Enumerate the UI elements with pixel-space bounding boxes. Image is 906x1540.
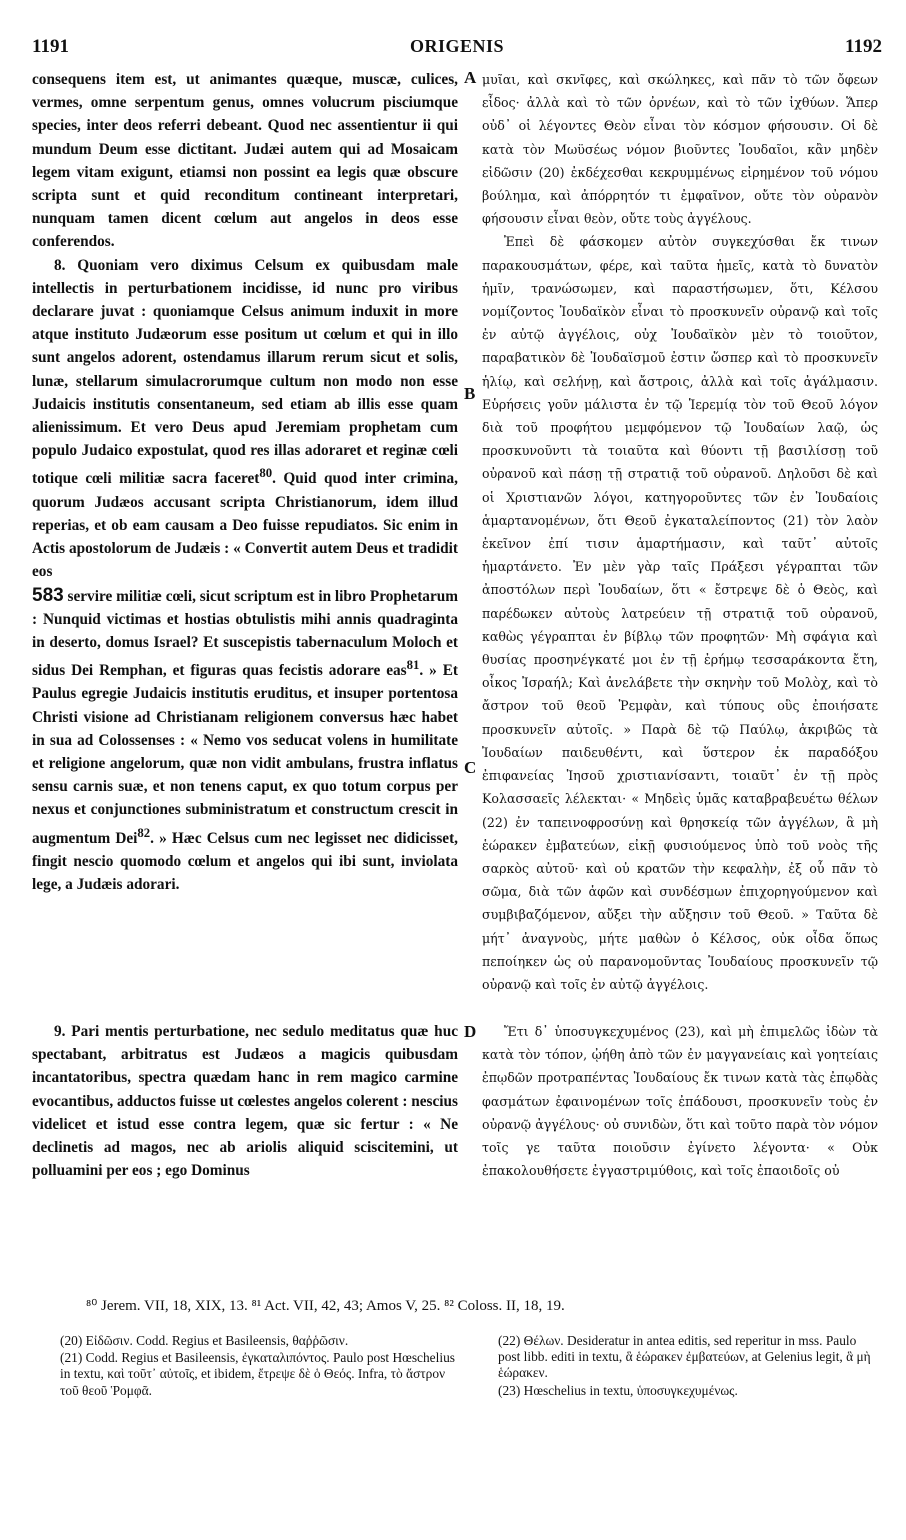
latin-paragraph-9: 9. Pari mentis perturbatione, nec sedulo meditatus quæ huc spectabant, arbitratus est Judæos a magicis quibusdam incantatoribus, spectra quædam hanc in rem magico carmine evocantibus, adductos fuisse ut cœlestes angelos colerent : nescius videlicet et istud esse contra legem, quæ sic fertur : « Ne declinetis ad magos, nec ab ariolis aliquid sciscitemini, ut polluamini per eos ; ego Dominus [32,1023,458,1180]
section-marker-c: C [464,758,477,777]
note-22: (22) Θέλων. Desideratur in antea editis, sed reperitur in mss. Paulo post libb. editi in textu, ἃ ἑώρακεν ἐμβατεύων, at Gelenius legit, ἃ μὴ ἑώρακεν. [498,1333,871,1381]
note-20: (20) Εἰδῶσιν. Codd. Regius et Basileensis, θαῤῥῶσιν. [60,1333,349,1348]
scripture-footnotes: ⁸⁰ Jerem. VII, 18, XIX, 13. ⁸¹ Act. VII, 42, 43; Amos V, 25. ⁸² Coloss. II, 18, 19. [86,1298,565,1314]
latin-column-upper [32,68,458,896]
greek-paragraph-9: Ἔτι δ᾽ ὑποσυγκεχυμένος (23), καὶ μὴ ἐπιμελῶς ἰδὼν τὰ κατὰ τὸν τόπον, ᾠήθη ἀπὸ τῶν ἐν μαγγανείαις καὶ γοητείαις ἐπῳδῶν προτραπέντας Ἰουδαίους ἔκ τινων κατὰ τὰς ἐπῳδὰς φασμάτων ἐφαινομένων τοῖς ἐπάδουσι, προσκυνεῖν τοὺς ἐν οὐρανῷ ἀγγέλους· οὐ συνιδὼν, ὅτι καὶ τοῦτο παρὰ τὸν νόμον τοῖς γε ταῦτα ποιοῦσιν ἐγίνετο λέγοντα· « Οὐκ ἐπακολουθήσετε ἐγγαστριμύθοις, καὶ τοῖς ἐπαοιδοῖς οὐ [482,1024,878,1179]
greek-column-lower [482,1020,878,1182]
section-marker-b: B [464,384,476,403]
section-marker-d: D [464,1022,477,1041]
migne-page-number: 583 [32,584,64,606]
footnote-ref-81: 81 [406,658,420,673]
critical-notes-left [60,1333,460,1400]
latin-paragraph-8: 8. Quoniam vero diximus Celsum ex quibusdam male intellectis in perturbationem incidisse, id nunc pro viribus declarare juvat : quoniamque Celsus animum induxit in more atque instituto Judæorum esse positum ut cœlum et qui in illo sunt angelos adorent, ostendamus illarum rerum sicut et solis, lunæ, stellarum simulacrorumque cultum non modo non esse Judaicis institutis consentaneum, sed etiam ab illis esse quam alienissimum. Et vero Deus apud Jeremiam prophetam cum populo Judaico expostulat, quod res illas adoraret et reginæ cœli totique cœli militiæ sacra faceret$^{80}$. Quid quod inter crimina, quorum Judæos accusant scripta Christianorum, idem illud reperias, et ob eam causam a Deo fuisse repudiatos. Sic enim in Actis apostolorum de Judæis : « Convertit autem Deus et tradidit eos 583 servire militiæ cœli, sicut scriptum est in libro Prophetarum : Nunquid victimas et hostias obtulistis mihi annis quadraginta in deserto, domus Israel? Et suscepistis tabernaculum Moloch et sidus Dei Remphan, et figuras quas fecistis adorare eas$^{81}$. » Et Paulus egregie Judaicis institutis eruditus, et insuper portentosa Christi visione ad Christianam religionem conversus hæc habet in sua ad Colossenses : « Nemo vos seducat volens in humilitate et religione angelorum, quæ non vidit ambulans, frustra inflatus sensu carnis suæ, et non tenens caput, ex quo totum corpus per nexus et conjunctiones subministratum et constructum crescit in augmentum Dei$^{82}$. » Hæc Celsus cum nec legisset nec didicisset, fingit nescio quomodo cœlum et angelos qui ibi sunt, inviolata lege, a Judæis adorari. [32,256,458,894]
note-23: (23) Hœschelius in textu, ὑποσυγκεχυμένως. [498,1382,738,1398]
latin-column-lower [32,1020,458,1182]
note-21: (21) Codd. Regius et Basileensis, ἐγκαταλιπόντος. Paulo post Hœschelius in textu, καὶ τοῦτ᾽ αὐτοῖς, et ibidem, ἔτρεψε δὲ ὁ Θεός. Infra, τὸ ἄστρον τοῦ θεοῦ Ῥομφᾶ. [60,1350,455,1398]
footnote-ref-80: 80 [259,466,273,481]
greek-paragraph-7-end: μυῖαι, καὶ σκνῖφες, καὶ σκώληκες, καὶ πᾶν τὸ τῶν ὄφεων εἶδος· ἀλλὰ καὶ τὸ τῶν ὀρνέων, καὶ τὸ τῶν ἰχθύων. Ἅπερ οὐδ᾽ οἱ λέγοντες Θεὸν εἶναι τὸν κόσμον φήσουσιν. Οἱ δὲ κατὰ τὸν Μωϋσέως νόμον βιοῦντες Ἰουδαῖοι, κἂν μηδὲν εἰδῶσιν (20) ἐκδέχεσθαι κεκρυμμένως εἰρημένον τοῦ νόμου βούλημα, καὶ ἀπόρρητόν τι ἐμφαῖνον, οὔτε τὸν οὐρανὸν φήσουσιν εἶναι θεὸν, οὔτε τοὺς ἀγγέλους. [482,72,878,227]
greek-column-upper [482,68,878,996]
left-page-number: 1191 [32,36,69,57]
running-title: ORIGENIS [409,36,505,56]
right-page-number: 1192 [845,36,882,57]
critical-notes-right [498,1333,878,1400]
section-marker-a: A [464,68,477,87]
running-header [32,36,882,62]
greek-paragraph-8: Ἐπεὶ δὲ φάσκομεν αὐτὸν συγκεχύσθαι ἔκ τινων παρακουσμάτων, φέρε, καὶ ταῦτα ἡμεῖς, κατὰ τὸ δυνατὸν ἡμῖν, τρανώσωμεν, καὶ παραστήσωμεν, ὅτι, Κέλσου νομίζοντος Ἰουδαϊκὸν εἶναι τὸ προσκυνεῖν οὐρανῷ καὶ τοῖς ἐν αὐτῷ ἀγγέλοις, οὐχ Ἰουδαϊκὸν μὲν τὸ τοιοῦτον, παραβατικὸν δὲ Ἰουδαϊσμοῦ ἐστιν ὥσπερ καὶ τὸ προσκυνεῖν ἡλίῳ, καὶ σελήνῃ, καὶ ἄστροις, ἀλλὰ καὶ τοῖς ἀγάλμασιν. Εὑρήσεις γοῦν μάλιστα ἐν τῷ Ἱερεμίᾳ τὸν τοῦ Θεοῦ λόγον διὰ τοῦ προφήτου μεμφόμενον τῷ Ἰουδαίων λαῷ, ὡς προσκυνοῦντι τὰ τοιαῦτα καὶ θύοντι τῇ βασιλίσσῃ τοῦ οὐρανοῦ καὶ πάσῃ τῇ στρατιᾷ τοῦ οὐρανοῦ. Δηλοῦσι δὲ καὶ οἱ Χριστιανῶν λόγοι, κατηγοροῦντες τῶν ἐν Ἰουδαίοις ἁμαρτανομένων, ὅτι Θεοῦ ἐγκαταλείποντος (21) τὸν λαὸν ἐκεῖνον ἐπί τισιν ἁμαρτήμασιν, καὶ ταῦτ᾽ αὐτοῖς ἡμαρτάνετο. Ἐν μὲν γὰρ ταῖς Πράξεσι γέγραπται τῶν ἀποστόλων περὶ Ἰουδαίων, ὅτι « ἔστρεψε δὲ ὁ Θεὸς, καὶ παρέδωκεν αὐτοὺς λατρεύειν τῇ στρατιᾷ τοῦ οὐρανοῦ, καθὼς γέγραπται ἐν βίβλῳ τῶν προφητῶν· Μὴ σφάγια καὶ θυσίας προσηνέγκατέ μοι ἐν τῇ ἐρήμῳ τεσσαράκοντα ἔτη, οἶκος Ἰσραήλ; Καὶ ἀνελάβετε τὴν σκηνὴν τοῦ Μολὸχ, καὶ τὸ ἄστρον τοῦ θεοῦ Ῥεμφὰν, καὶ τύπους οὓς ἐποιήσατε προσκυνεῖν αὐτοῖς. » Παρὰ δὲ τῷ Παύλῳ, ἀκριβῶς τὰ Ἰουδαίων παιδευθέντι, καὶ ὕστερον ἐκ παραδόξου ἐπιφανείας Ἰησοῦ χριστιανίσαντι, τοιαῦτ᾽ ἐν τῇ πρὸς Κολασσαεῖς λέλεκται· « Μηδεὶς ὑμᾶς καταβραβευέτω θέλων (22) ἐν ταπεινοφροσύνῃ καὶ θρησκείᾳ τῶν ἀγγέλων, ἃ μὴ ἑώρακεν ἐμβατεύων, εἰκῇ φυσιούμενος ὑπὸ τοῦ νοὸς τῆς σαρκὸς αὐτοῦ· καὶ οὐ κρατῶν τὴν κεφαλὴν, ἐξ οὗ πᾶν τὸ σῶμα, διὰ τῶν ἁφῶν καὶ συνδέσμων ἐπιχορηγούμενον καὶ συμβιβαζόμενον, αὔξει τὴν αὔξησιν τοῦ Θεοῦ. » Ταῦτα δὲ μήτ᾽ ἀναγνοὺς, μήτε μαθὼν ὁ Κέλσος, οὐκ οἶδα ὅπως πεποίηκεν ὡς οὐ παρανομοῦντας Ἰουδαίους προσκυνεῖν τῷ οὐρανῷ καὶ τοῖς ἐν αὐτῷ ἀγγέλοις. [482,234,878,992]
latin-paragraph-7-end: consequens item est, ut animantes quæque, muscæ, culices, vermes, omne serpentum genus, omnes volucrum pisciumque species, inter deos referri debeant. Quod nec assentientur ii qui mundum Deum esse dictitant. Judæi autem qui ad Mosaicam legem vitam exigunt, etiamsi non possint ea legis quæ obscure scripta sunt et quid reconditum contineant interpretari, nunquam tamen dicent cœlum aut angelos in deos esse conferendos. [32,71,458,251]
footnote-ref-82: 82 [137,825,151,840]
